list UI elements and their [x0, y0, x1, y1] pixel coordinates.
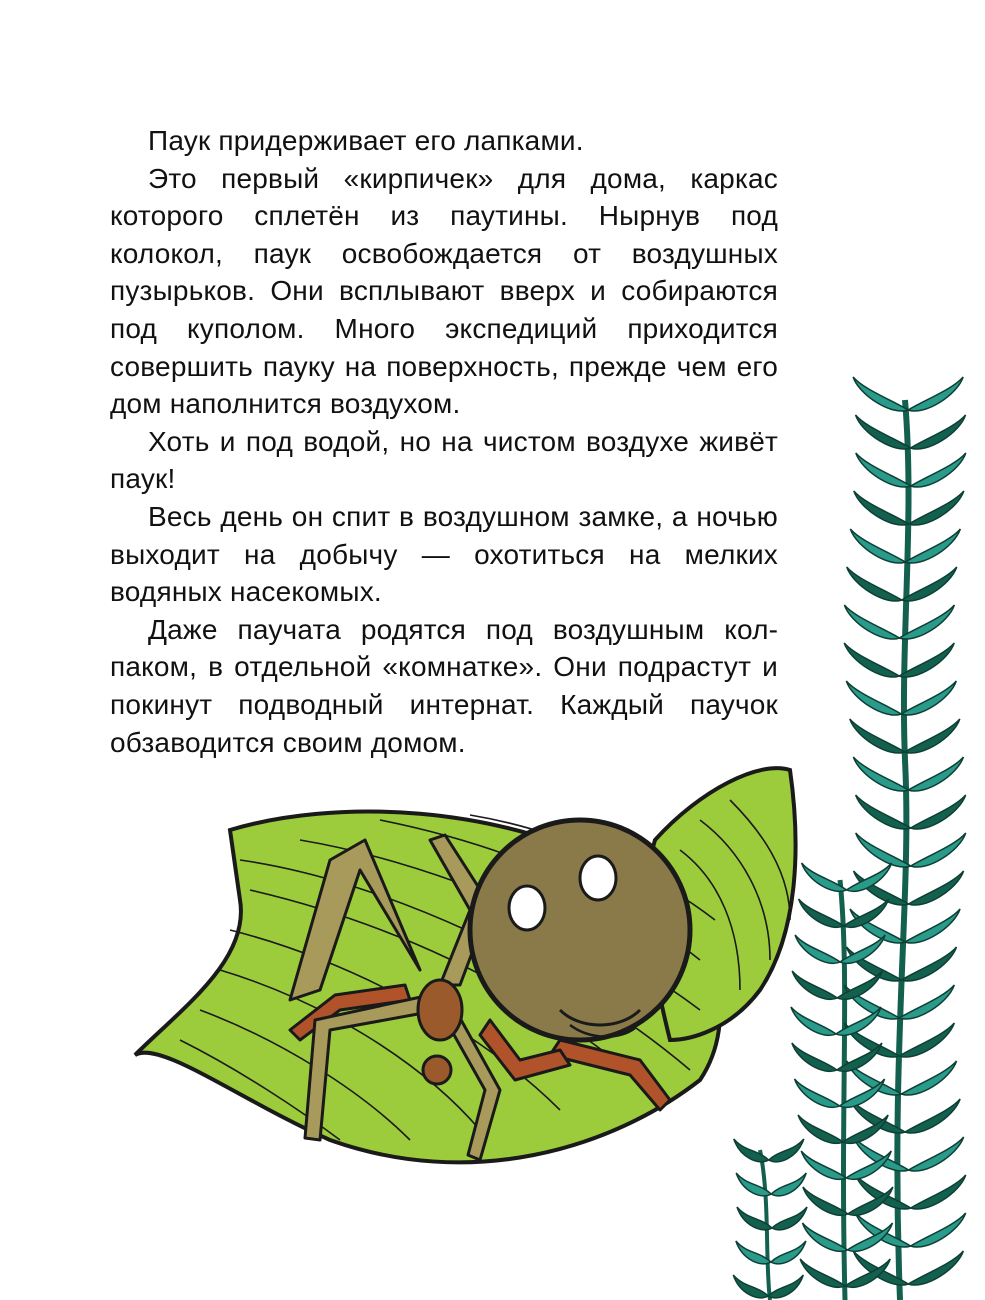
plant-leaflet [856, 795, 911, 829]
plant-leaflet [911, 453, 966, 487]
plant-leaflet [844, 605, 899, 639]
plant-leaflet [908, 757, 963, 791]
plant-leaflet [905, 1099, 960, 1133]
plant-leaflet [901, 681, 956, 715]
plant-leaflet [911, 415, 966, 449]
plant-leaflet [899, 1023, 954, 1057]
plant-leaflet [856, 415, 911, 449]
plant-leaflet [792, 1043, 837, 1071]
plant-leaflet [799, 899, 844, 927]
plant-leaflet [795, 935, 840, 963]
plant-leaflet [911, 833, 966, 867]
plant-leaflet [798, 1115, 843, 1143]
plant-leaflet [844, 643, 899, 677]
plant-leaflet [856, 833, 911, 867]
plant-leaflet [769, 1139, 804, 1162]
plant-leaflet [803, 1187, 848, 1215]
plant-leaflet [733, 1275, 768, 1298]
plant-leaflet [734, 1139, 769, 1162]
plant-leaflet [901, 947, 956, 981]
plant-leaflet [902, 1061, 957, 1095]
paragraph: Это первый «кирпичек» для дома, каркас которого сплетён из паутины. Нырнув под колокол, паук освобождается от воздушных пузырьков. Они всплывают вверх и собираются под куполом. Много экспедиций приходится совершить пауку на поверхность, прежде чем его дом наполнится воздухом. [110, 162, 778, 420]
plant-leaflet [854, 491, 909, 525]
plant-leaflet [909, 491, 964, 525]
plant-leaflet [853, 757, 908, 791]
plant-leaflet [801, 1151, 846, 1179]
plant-leaflet [844, 899, 889, 927]
plant-leaflet [771, 1173, 806, 1196]
paragraph: Паук придерживает его лапками. [148, 125, 584, 156]
plant-leaflet [909, 871, 964, 905]
plant-leaflet [909, 1137, 964, 1171]
plant-leaflet [853, 377, 908, 411]
plant-leaflet [856, 453, 911, 487]
plant-leaflet [905, 529, 960, 563]
plant-leaflet [911, 1175, 966, 1209]
plant-leaflet [847, 863, 892, 891]
plant-leaflet [847, 567, 902, 601]
paragraph: Даже паучата родятся под воздушным колпаком, в отдельной «комнатке». Они подрастут и покинут подводный интернат. Каждый паучок обзаводится своим домом. [110, 613, 778, 758]
plant-leaflet [846, 681, 901, 715]
plant-leaflet [791, 1007, 836, 1035]
plant-leaflet [908, 377, 963, 411]
plant-leaflet [905, 909, 960, 943]
plant-leaflet [911, 795, 966, 829]
plant-leaflet [908, 1251, 963, 1285]
plant-leaflet [850, 719, 905, 753]
paragraph: Весь день он спит в воздушном замке, а ночью выходит на добычу — охотиться на мелких водяных насекомых. [110, 500, 778, 608]
plant-leaflet [802, 863, 847, 891]
plant-leaflet [905, 719, 960, 753]
plant-leaflet [899, 985, 954, 1019]
plant-leaflet [800, 1259, 845, 1287]
plant-leaflet [772, 1207, 807, 1230]
paragraph: Хоть и под водой, но на чистом воздухе живёт паук! [110, 425, 778, 495]
plant-leaflet [856, 1175, 911, 1209]
plant-leaflet [795, 1079, 840, 1107]
plant-leaflet [792, 971, 837, 999]
plant-leaflet [850, 529, 905, 563]
plant-leaflet [802, 1223, 847, 1251]
plant-leaflet [911, 1213, 966, 1247]
plant-leaflet [768, 1275, 803, 1298]
text-block [110, 122, 778, 761]
